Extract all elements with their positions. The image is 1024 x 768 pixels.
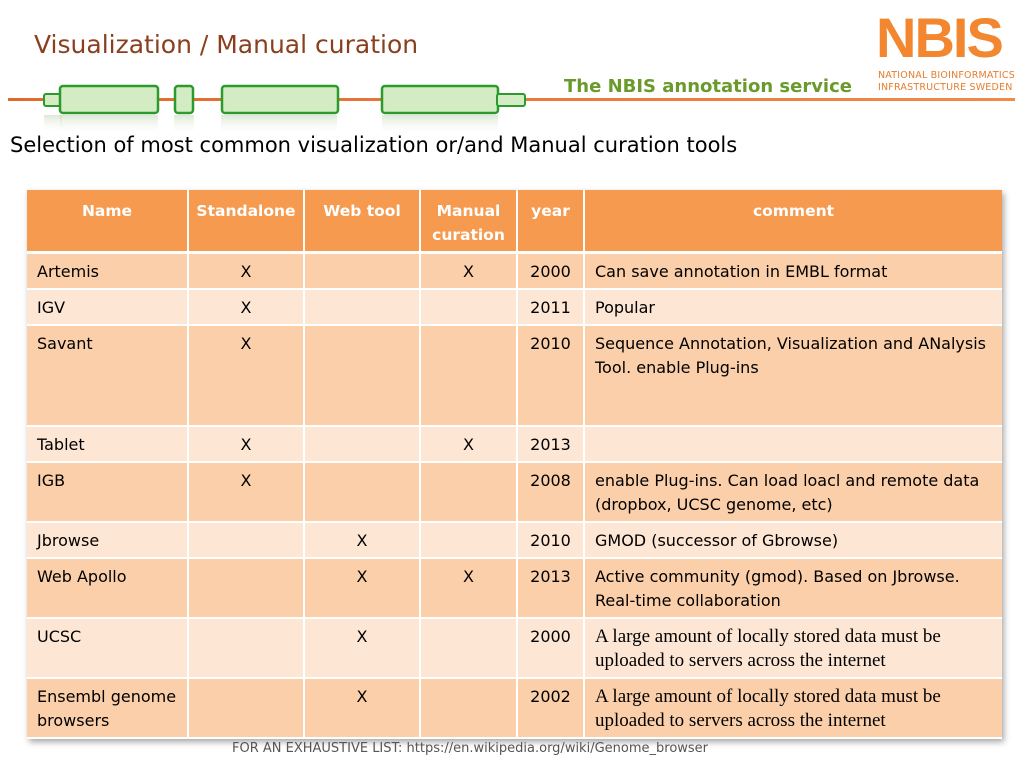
cell-name: IGB — [27, 462, 188, 522]
cell-standalone: X — [188, 426, 304, 462]
col-header-webtool: Web tool — [304, 190, 420, 253]
cell-manual — [420, 678, 517, 738]
table-row — [27, 618, 1002, 678]
cell-year: 2013 — [517, 426, 584, 462]
cell-standalone: X — [188, 462, 304, 522]
cell-webtool — [304, 289, 420, 325]
col-header-manual-curation: Manual curation — [420, 190, 517, 253]
cell-name: Artemis — [27, 253, 188, 290]
col-header-year: year — [517, 190, 584, 253]
cell-webtool: X — [304, 678, 420, 738]
table-row — [27, 678, 1002, 738]
cell-manual — [420, 325, 517, 426]
cell-webtool — [304, 426, 420, 462]
cell-year: 2000 — [517, 253, 584, 290]
cell-manual — [420, 289, 517, 325]
col-header-name: Name — [27, 190, 188, 253]
cell-standalone — [188, 618, 304, 678]
cell-manual — [420, 462, 517, 522]
logo-letters: NBIS — [876, 6, 1002, 69]
cell-year: 2000 — [517, 618, 584, 678]
cell-year: 2002 — [517, 678, 584, 738]
table-row — [27, 426, 1002, 462]
cell-comment: A large amount of locally stored data must be uploaded to servers across the internet — [584, 678, 1002, 738]
table-row — [27, 325, 1002, 426]
cell-comment: Popular — [584, 289, 1002, 325]
cell-standalone — [188, 558, 304, 618]
cell-webtool — [304, 462, 420, 522]
section-heading: Selection of most common visualization or/and Manual curation tools — [10, 133, 738, 157]
cell-standalone: X — [188, 253, 304, 290]
cell-name: Tablet — [27, 426, 188, 462]
cell-manual — [420, 618, 517, 678]
cell-standalone — [188, 678, 304, 738]
cell-year: 2010 — [517, 325, 584, 426]
cell-name: Ensembl genome browsers — [27, 678, 188, 738]
cell-manual — [420, 522, 517, 558]
footer-note: FOR AN EXHAUSTIVE LIST: https://en.wikipedia.org/wiki/Genome_browser — [232, 741, 709, 756]
decorative-gene-banner — [0, 80, 1024, 140]
cell-name: Web Apollo — [27, 558, 188, 618]
cell-manual: X — [420, 426, 517, 462]
col-header-standalone: Standalone — [188, 190, 304, 253]
table-row — [27, 253, 1002, 290]
table-row — [27, 462, 1002, 522]
tools-table — [27, 190, 1002, 739]
table-row — [27, 289, 1002, 325]
cell-webtool — [304, 325, 420, 426]
cell-name: Jbrowse — [27, 522, 188, 558]
table-row — [27, 558, 1002, 618]
logo-line-2: INFRASTRUCTURE SWEDEN — [878, 82, 1013, 93]
cell-manual: X — [420, 253, 517, 290]
cell-comment — [584, 426, 1002, 462]
cell-comment: Can save annotation in EMBL format — [584, 253, 1002, 290]
cell-standalone: X — [188, 325, 304, 426]
cell-name: IGV — [27, 289, 188, 325]
logo-line-1: NATIONAL BIOINFORMATICS — [878, 70, 1015, 81]
cell-webtool: X — [304, 558, 420, 618]
cell-webtool — [304, 253, 420, 290]
cell-manual: X — [420, 558, 517, 618]
table-row — [27, 522, 1002, 558]
col-header-comment: comment — [584, 190, 1002, 253]
cell-comment: A large amount of locally stored data must be uploaded to servers across the internet — [584, 618, 1002, 678]
cell-webtool: X — [304, 522, 420, 558]
cell-webtool: X — [304, 618, 420, 678]
cell-comment: GMOD (successor of Gbrowse) — [584, 522, 1002, 558]
cell-name: UCSC — [27, 618, 188, 678]
cell-year: 2008 — [517, 462, 584, 522]
cell-year: 2010 — [517, 522, 584, 558]
cell-year: 2011 — [517, 289, 584, 325]
cell-name: Savant — [27, 325, 188, 426]
cell-year: 2013 — [517, 558, 584, 618]
cell-comment: Sequence Annotation, Visualization and ANalysis Tool. enable Plug-ins — [584, 325, 1002, 426]
tools-table-container — [27, 190, 1002, 739]
cell-standalone — [188, 522, 304, 558]
slide-subtitle: The NBIS annotation service — [564, 76, 852, 97]
cell-standalone: X — [188, 289, 304, 325]
cell-comment: Active community (gmod). Based on Jbrowse. Real-time collaboration — [584, 558, 1002, 618]
cell-comment: enable Plug-ins. Can load loacl and remote data (dropbox, UCSC genome, etc) — [584, 462, 1002, 522]
slide-title: Visualization / Manual curation — [34, 30, 419, 59]
